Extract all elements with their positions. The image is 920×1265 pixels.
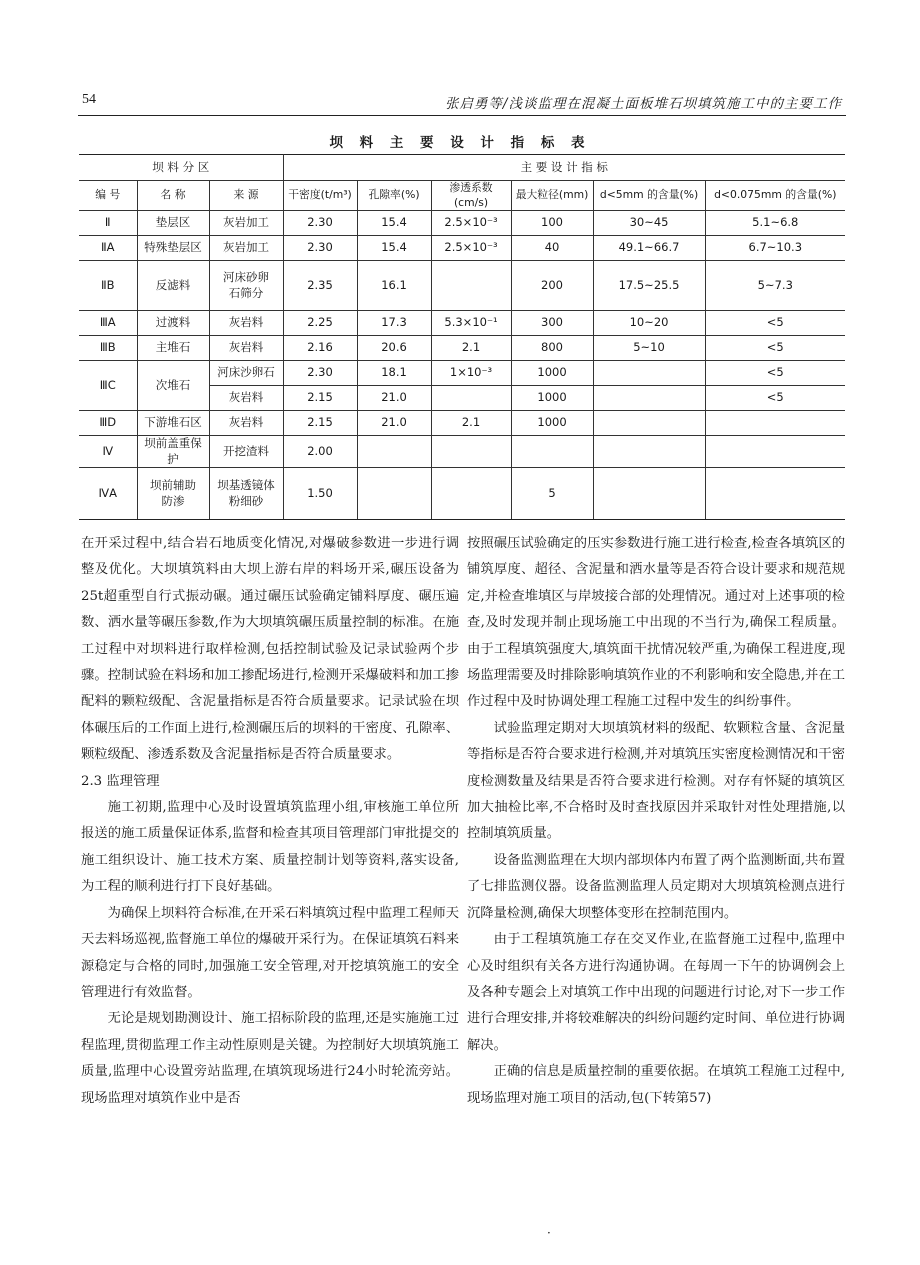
- cell-max-size: 300: [511, 311, 593, 336]
- cell-name: 坝前盖重保护: [137, 436, 209, 468]
- cell-d0075: 5.1~6.8: [705, 211, 845, 236]
- cell-permeability: [431, 436, 511, 468]
- cell-porosity: 20.6: [357, 336, 431, 361]
- table-title: 坝 料 主 要 设 计 指 标 表: [329, 135, 591, 151]
- page-number: 54: [82, 92, 96, 107]
- cell-permeability: 2.5×10⁻³: [431, 211, 511, 236]
- paragraph: 为确保上坝料符合标准,在开采石料填筑过程中监理工程师天天去料场巡视,监督施工单位的爆破开采行为。在保证填筑石料来源稳定与合格的同时,加强施工安全管理,对开挖填筑施工的安全管理进行有效监督。: [81, 905, 459, 1000]
- cell-d0075: <5: [705, 311, 845, 336]
- cell-name: 主堆石: [137, 336, 209, 361]
- cell-permeability: 2.1: [431, 411, 511, 436]
- cell-d0075: 6.7~10.3: [705, 236, 845, 261]
- cell-porosity: 15.4: [357, 236, 431, 261]
- cell-max-size: 200: [511, 261, 593, 311]
- cell-code: ⅢA: [79, 311, 137, 336]
- col-header: 编 号: [79, 181, 137, 211]
- running-title: 张启勇等/浅谈监理在混凝土面板堆石坝填筑施工中的主要工作: [444, 96, 842, 112]
- cell-porosity: 21.0: [357, 386, 431, 411]
- cell-d5: 17.5~25.5: [593, 261, 705, 311]
- cell-max-size: [511, 436, 593, 468]
- table-row: [79, 411, 845, 436]
- cell-d0075: <5: [705, 336, 845, 361]
- cell-max-size: 800: [511, 336, 593, 361]
- cell-name: 下游堆石区: [137, 411, 209, 436]
- cell-code: ⅢD: [79, 411, 137, 436]
- cell-density: 2.00: [283, 436, 357, 468]
- table-row: [79, 336, 845, 361]
- cell-code: ⅣA: [79, 468, 137, 520]
- cell-permeability: 2.1: [431, 336, 511, 361]
- col-header: 渗透系数(cm/s): [431, 181, 511, 211]
- cell-d5: [593, 468, 705, 520]
- col-header: 孔隙率(%): [357, 181, 431, 211]
- cell-code: Ⅳ: [79, 436, 137, 468]
- cell-density: 2.35: [283, 261, 357, 311]
- cell-permeability: [431, 386, 511, 411]
- col-header: 干密度(t/m³): [283, 181, 357, 211]
- cell-porosity: [357, 436, 431, 468]
- cell-name: 次堆石: [137, 361, 209, 411]
- cell-name: 反滤料: [137, 261, 209, 311]
- table-row: [79, 236, 845, 261]
- cell-d0075: [705, 436, 845, 468]
- scan-artifact-dot: ·: [547, 1226, 551, 1240]
- cell-porosity: [357, 468, 431, 520]
- cell-source: 灰岩料: [209, 311, 283, 336]
- cell-max-size: 5: [511, 468, 593, 520]
- col-header: 最大粒径(mm): [511, 181, 593, 211]
- cell-d5: 30~45: [593, 211, 705, 236]
- left-text-column: [81, 531, 459, 1112]
- table-column-header: [79, 181, 845, 211]
- group-left-header: 坝 料 分 区: [79, 155, 283, 181]
- cell-density: 2.16: [283, 336, 357, 361]
- cell-porosity: 17.3: [357, 311, 431, 336]
- cell-source: 灰岩加工: [209, 211, 283, 236]
- cell-d5: 10~20: [593, 311, 705, 336]
- cell-porosity: 18.1: [357, 361, 431, 386]
- group-right-header: 主 要 设 计 指 标: [283, 155, 845, 181]
- cell-density: 2.30: [283, 211, 357, 236]
- cell-code: Ⅱ: [79, 211, 137, 236]
- cell-source: 灰岩料: [209, 336, 283, 361]
- cell-max-size: 1000: [511, 361, 593, 386]
- cell-code: ⅢC: [79, 361, 137, 411]
- paragraph: 按照碾压试验确定的压实参数进行施工进行检查,检查各填筑区的铺筑厚度、超径、含泥量和洒水量等是否符合设计要求和规范规定,并检查堆填区与岸坡接合部的处理情况。通过对上述事项的检查,及时发现并制止现场施工中出现的不当行为,确保工程质量。由于工程填筑强度大,填筑面干扰情况较严重,为确保工程进度,现场监理需要及时排除影响填筑作业的不利影响和安全隐患,并在工作过程中及时协调处理工程施工过程中发生的纠纷事件。: [467, 536, 845, 710]
- cell-max-size: 1000: [511, 386, 593, 411]
- cell-d5: [593, 386, 705, 411]
- cell-source: 灰岩加工: [209, 236, 283, 261]
- cell-permeability: 2.5×10⁻³: [431, 236, 511, 261]
- cell-d5: 5~10: [593, 336, 705, 361]
- cell-max-size: 100: [511, 211, 593, 236]
- col-header: d<0.075mm 的含量(%): [705, 181, 845, 211]
- cell-name: 坝前辅助防渗: [137, 468, 209, 520]
- cell-permeability: [431, 468, 511, 520]
- cell-code: ⅡB: [79, 261, 137, 311]
- cell-d5: [593, 411, 705, 436]
- cell-porosity: 21.0: [357, 411, 431, 436]
- running-header: [82, 92, 842, 114]
- cell-density: 2.25: [283, 311, 357, 336]
- cell-porosity: 16.1: [357, 261, 431, 311]
- cell-name: 过渡料: [137, 311, 209, 336]
- table-row: [79, 261, 845, 311]
- paragraph: 正确的信息是质量控制的重要依据。在填筑工程施工过程中,现场监理对施工项目的活动,包(下转第57): [467, 1064, 845, 1106]
- cell-max-size: 40: [511, 236, 593, 261]
- paragraph: 无论是规划勘测设计、施工招标阶段的监理,还是实施施工过程监理,贯彻监理工作主动性原则是关键。为控制好大坝填筑施工质量,监理中心设置旁站监理,在填筑现场进行24小时轮流旁站。现场监理对填筑作业中是否: [81, 1011, 459, 1106]
- design-indicator-table: [79, 154, 845, 520]
- cell-permeability: 1×10⁻³: [431, 361, 511, 386]
- table-row: [79, 211, 845, 236]
- section-heading: 2.3 监理管理: [81, 773, 160, 789]
- cell-density: 2.15: [283, 411, 357, 436]
- cell-name: 垫层区: [137, 211, 209, 236]
- cell-d0075: [705, 411, 845, 436]
- col-header: d<5mm 的含量(%): [593, 181, 705, 211]
- cell-name: 特殊垫层区: [137, 236, 209, 261]
- table-group-header: [79, 155, 845, 181]
- cell-source: 河床砂卵石筛分: [209, 261, 283, 311]
- cell-code: ⅢB: [79, 336, 137, 361]
- cell-source: 河床沙卵石: [209, 361, 283, 386]
- cell-density: 2.30: [283, 361, 357, 386]
- cell-max-size: 1000: [511, 411, 593, 436]
- cell-code: ⅡA: [79, 236, 137, 261]
- table-row: [79, 311, 845, 336]
- paragraph: 设备监测监理在大坝内部坝体内布置了两个监测断面,共布置了七排监测仪器。设备监测监理人员定期对大坝填筑检测点进行沉降量检测,确保大坝整体变形在控制范围内。: [467, 852, 845, 921]
- col-header: 来 源: [209, 181, 283, 211]
- paragraph: 施工初期,监理中心及时设置填筑监理小组,审核施工单位所报送的施工质量保证体系,监督和检查其项目管理部门审批提交的施工组织设计、施工技术方案、质量控制计划等资料,落实设备,为工程的顺利进行打下良好基础。: [81, 800, 459, 895]
- cell-porosity: 15.4: [357, 211, 431, 236]
- table-row: [79, 468, 845, 520]
- table-row: [79, 436, 845, 468]
- cell-source: 灰岩料: [209, 386, 283, 411]
- table-row: [79, 361, 845, 386]
- cell-d0075: <5: [705, 386, 845, 411]
- cell-d0075: <5: [705, 361, 845, 386]
- cell-source: 灰岩料: [209, 411, 283, 436]
- right-text-column: [467, 531, 845, 1112]
- cell-d0075: 5~7.3: [705, 261, 845, 311]
- cell-source: 开挖渣料: [209, 436, 283, 468]
- paragraph: 由于工程填筑施工存在交叉作业,在监督施工过程中,监理中心及时组织有关各方进行沟通协调。在每周一下午的协调例会上及各种专题会上对填筑工作中出现的问题进行讨论,对下一步工作进行合理安排,并将较难解决的纠纷问题约定时间、单位进行协调解决。: [467, 932, 845, 1053]
- paragraph: 在开采过程中,结合岩石地质变化情况,对爆破参数进一步进行调整及优化。大坝填筑料由大坝上游右岸的料场开采,碾压设备为25t超重型自行式振动碾。通过碾压试验确定铺料厚度、碾压遍数、洒水量等碾压参数,作为大坝填筑碾压质量控制的标准。在施工过程中对坝料进行取样检测,包括控制试验及记录试验两个步骤。控制试验在料场和加工掺配场进行,检测开采爆破料和加工掺配料的颗粒级配、含泥量指标是否符合质量要求。记录试验在坝体碾压后的工作面上进行,检测碾压后的坝料的干密度、孔隙率、颗粒级配、渗透系数及含泥量指标是否符合质量要求。: [81, 536, 459, 763]
- cell-d5: [593, 361, 705, 386]
- paragraph: 试验监理定期对大坝填筑材料的级配、软颗粒含量、含泥量等指标是否符合要求进行检测,并对填筑压实密度检测情况和干密度检测数量及结果是否符合要求进行检测。对存有怀疑的填筑区加大抽检比率,不合格时及时查找原因并采取针对性处理措施,以控制填筑质量。: [467, 720, 845, 842]
- cell-d5: 49.1~66.7: [593, 236, 705, 261]
- cell-density: 2.15: [283, 386, 357, 411]
- cell-permeability: 5.3×10⁻¹: [431, 311, 511, 336]
- cell-source: 坝基透镜体粉细砂: [209, 468, 283, 520]
- cell-density: 2.30: [283, 236, 357, 261]
- col-header: 名 称: [137, 181, 209, 211]
- cell-d0075: [705, 468, 845, 520]
- header-rule: [78, 115, 846, 116]
- cell-d5: [593, 436, 705, 468]
- cell-permeability: [431, 261, 511, 311]
- cell-density: 1.50: [283, 468, 357, 520]
